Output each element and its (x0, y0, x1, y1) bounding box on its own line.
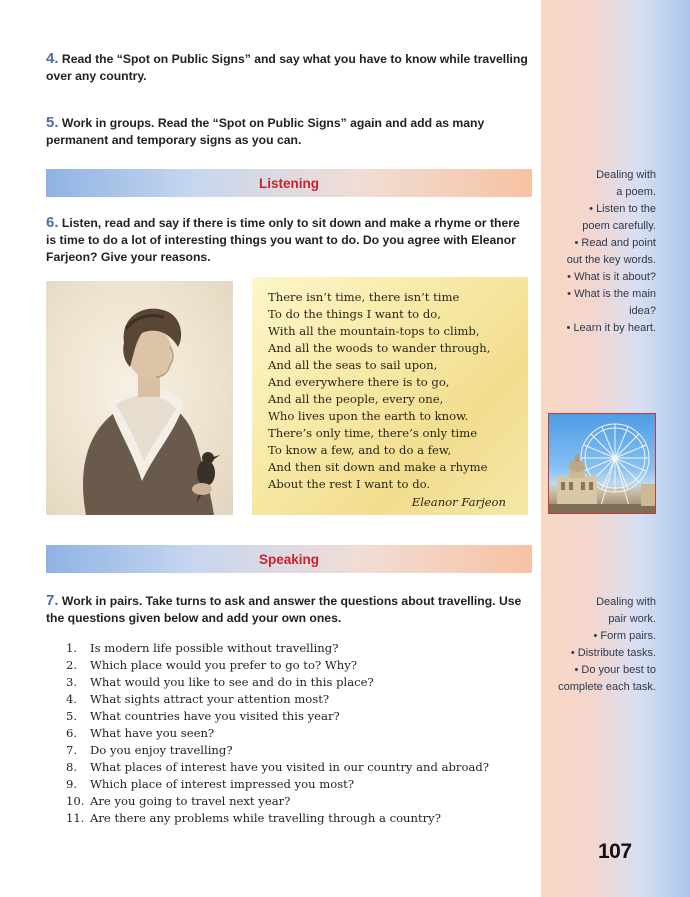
question-text: What would you like to see and do in this place? (90, 675, 374, 689)
list-item (66, 725, 536, 742)
poem-line: There isn’t time, there isn’t time (268, 290, 460, 304)
side-note-line: poem carefully. (582, 220, 656, 232)
poem-line: And all the people, every one, (268, 392, 444, 406)
poem-line: And everywhere there is to go, (268, 375, 450, 389)
poem-author: Eleanor Farjeon (411, 495, 506, 509)
side-note-line: idea? (629, 305, 656, 317)
side-note-line: • What is the main (567, 288, 656, 300)
task-number: 5. (46, 114, 59, 131)
question-number: 5. (66, 709, 78, 723)
side-note-line: • Do your best to (574, 664, 656, 676)
question-text: What places of interest have you visited in our country and abroad? (90, 760, 489, 774)
poem-line: To do the things I want to do, (268, 307, 441, 321)
side-note-line: • What is it about? (567, 271, 656, 283)
question-number: 3. (66, 675, 78, 689)
task-6 (46, 214, 532, 266)
side-note-line: pair work. (608, 613, 656, 625)
question-text: What have you seen? (90, 726, 215, 740)
question-text: Which place would you prefer to go to? Why? (90, 658, 357, 672)
task-text: Listen, read and say if there is time only to sit down and make a rhyme or there is time to do a lot of interesting things you want to do. Do you agree with Eleanor Farjeon? Give your reasons. (46, 216, 520, 264)
question-number: 11. (66, 811, 85, 825)
list-item (66, 657, 536, 674)
side-note-line: • Read and point (574, 237, 656, 249)
poem-line: Who lives upon the earth to know. (268, 409, 469, 423)
ferris-wheel-illustration (549, 414, 656, 514)
side-note-line: • Distribute tasks. (570, 647, 656, 659)
poem-box (252, 277, 528, 515)
ferris-wheel-photo (548, 413, 656, 514)
question-list (66, 640, 536, 827)
poem-line: And all the seas to sail upon, (268, 358, 438, 372)
list-item (66, 776, 536, 793)
question-number: 4. (66, 692, 78, 706)
section-title: Speaking (258, 551, 320, 567)
task-text: Work in groups. Read the “Spot on Public Signs” again and add as many permanent and temporary signs as you can. (46, 116, 485, 147)
list-item (66, 793, 536, 810)
question-text: Are you going to travel next year? (90, 794, 291, 808)
question-text: What countries have you visited this year? (90, 709, 340, 723)
poem-line: And then sit down and make a rhyme (268, 460, 488, 474)
task-7 (46, 592, 532, 627)
section-heading-listening (46, 169, 532, 197)
side-note-line: Dealing with (596, 596, 656, 608)
poem-line: To know a few, and to do a few, (268, 443, 452, 457)
question-text: Is modern life possible without travelling? (90, 641, 339, 655)
task-text: Read the “Spot on Public Signs” and say what you have to know while travelling over any country. (46, 52, 528, 83)
question-number: 2. (66, 658, 78, 672)
list-item (66, 708, 536, 725)
side-note-line: • Learn it by heart. (566, 322, 656, 334)
list-item (66, 691, 536, 708)
list-item (66, 742, 536, 759)
list-item (66, 674, 536, 691)
question-number: 9. (66, 777, 78, 791)
section-title: Listening (259, 175, 319, 191)
side-note-line: • Form pairs. (593, 630, 656, 642)
poem-line: And all the woods to wander through, (268, 341, 491, 355)
page-number: 107 (598, 840, 632, 863)
section-heading-speaking (46, 545, 532, 573)
side-note-line: complete each task. (558, 681, 656, 693)
side-note-line: out the key words. (566, 254, 656, 266)
question-number: 6. (66, 726, 78, 740)
task-number: 6. (46, 214, 59, 231)
list-item (66, 759, 536, 776)
side-note-line: a poem. (616, 186, 656, 198)
task-5 (46, 114, 532, 149)
poem-line: With all the mountain-tops to climb, (268, 324, 480, 338)
question-text: Do you enjoy travelling? (90, 743, 233, 757)
list-item (66, 640, 536, 657)
question-number: 8. (66, 760, 78, 774)
side-note-poem (536, 167, 656, 337)
task-number: 4. (46, 50, 59, 67)
woman-with-bird-illustration (46, 281, 233, 515)
question-text: What sights attract your attention most? (90, 692, 330, 706)
portrait-photo (46, 281, 233, 515)
poem-line: There’s only time, there’s only time (268, 426, 478, 440)
side-note-line: • Listen to the (589, 203, 656, 215)
task-number: 7. (46, 592, 59, 609)
poem-line: About the rest I want to do. (268, 477, 431, 491)
task-text: Work in pairs. Take turns to ask and answer the questions about travelling. Use the questions given below and add your own ones. (46, 594, 522, 625)
list-item (66, 810, 536, 827)
question-number: 1. (66, 641, 78, 655)
question-number: 10. (66, 794, 85, 808)
side-note-pair-work (536, 594, 656, 696)
question-text: Which place of interest impressed you most? (90, 777, 355, 791)
side-note-line: Dealing with (596, 169, 656, 181)
question-number: 7. (66, 743, 78, 757)
task-4 (46, 50, 532, 85)
question-text: Are there any problems while travelling through a country? (90, 811, 441, 825)
